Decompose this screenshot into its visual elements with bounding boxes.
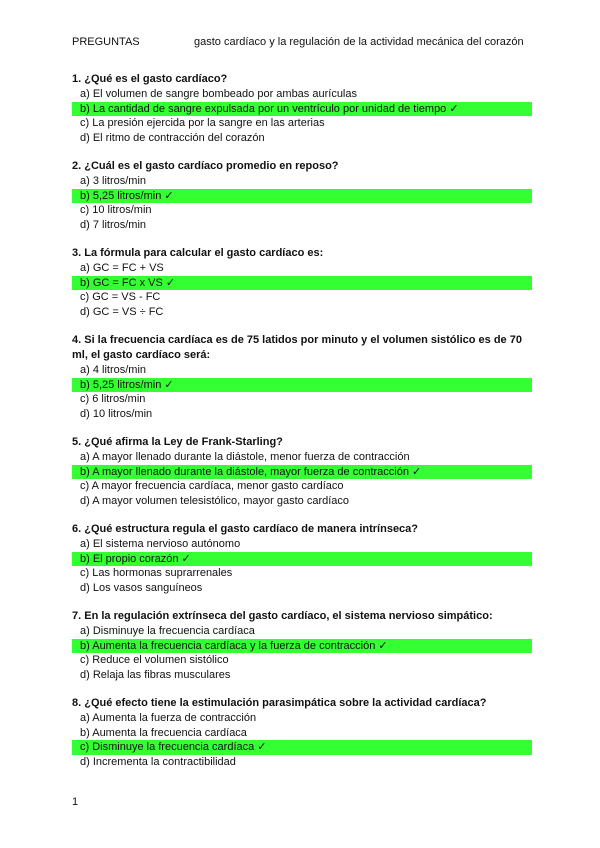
answer-option: a) Disminuye la frecuencia cardíaca (80, 625, 255, 637)
question-title: 5. ¿Qué afirma la Ley de Frank-Starling? (72, 436, 283, 448)
answer-option-correct: b) La cantidad de sangre expulsada por un ventrículo por unidad de tiempo ✓ (72, 102, 532, 117)
answer-option-correct: b) Aumenta la frecuencia cardíaca y la fuerza de contracción ✓ (72, 639, 532, 654)
answer-option-correct: b) 5,25 litros/min ✓ (72, 378, 532, 393)
answer-option: d) 10 litros/min (80, 407, 153, 420)
answer-option: c) 6 litros/min (80, 393, 146, 405)
page-number: 1 (72, 796, 79, 808)
answer-option: d) El ritmo de contracción del corazón (80, 131, 265, 144)
answer-option: a) 4 litros/min (80, 364, 147, 376)
question-block (72, 522, 532, 595)
question-block (72, 435, 532, 508)
question-title: 1. ¿Qué es el gasto cardíaco? (72, 73, 228, 85)
header-title: gasto cardíaco y la regulación de la actividad mecánica del corazón (194, 36, 524, 48)
question-block (72, 696, 532, 769)
question-title: 4. Si la frecuencia cardíaca es de 75 latidos por minuto y el volumen sistólico es de 70 ml, el gasto cardíaco será: (72, 334, 522, 361)
answer-option: a) El volumen de sangre bombeado por ambas aurículas (80, 88, 357, 100)
answer-option: d) Incrementa la contractibilidad (80, 755, 236, 768)
answer-option: d) 7 litros/min (80, 218, 147, 231)
answer-option: a) El sistema nervioso autónomo (80, 538, 241, 550)
answer-option: a) GC = FC + VS (80, 262, 164, 274)
question-block (72, 159, 532, 232)
answer-option: d) GC = VS ÷ FC (80, 305, 164, 318)
question-title: 6. ¿Qué estructura regula el gasto cardíaco de manera intrínseca? (72, 523, 419, 535)
answer-option: a) A mayor llenado durante la diástole, menor fuerza de contracción (80, 451, 410, 463)
question-title: 2. ¿Cuál es el gasto cardíaco promedio en reposo? (72, 160, 339, 172)
answer-option-correct: b) GC = FC x VS ✓ (72, 276, 532, 291)
answer-option: c) A mayor frecuencia cardíaca, menor gasto cardíaco (80, 480, 344, 492)
answer-option: c) La presión ejercida por la sangre en las arterias (80, 117, 325, 129)
question-list (72, 72, 532, 783)
answer-option: d) A mayor volumen telesistólico, mayor gasto cardíaco (80, 494, 350, 507)
answer-option: d) Relaja las fibras musculares (80, 668, 231, 681)
header-label: PREGUNTAS (72, 36, 140, 48)
answer-option-correct: c) Disminuye la frecuencia cardíaca ✓ (72, 740, 532, 755)
question-title: 8. ¿Qué efecto tiene la estimulación parasimpática sobre la actividad cardíaca? (72, 697, 487, 709)
answer-option: b) Aumenta la frecuencia cardíaca (80, 726, 247, 739)
answer-option: c) Las hormonas suprarrenales (80, 567, 233, 579)
page-header (72, 36, 542, 52)
answer-option: c) Reduce el volumen sistólico (80, 654, 229, 666)
answer-option: c) GC = VS - FC (80, 291, 161, 303)
question-block (72, 333, 532, 421)
question-title: 7. En la regulación extrínseca del gasto cardíaco, el sistema nervioso simpático: (72, 610, 493, 622)
question-block (72, 72, 532, 145)
answer-option-correct: b) El propio corazón ✓ (72, 552, 532, 567)
question-title: 3. La fórmula para calcular el gasto cardíaco es: (72, 247, 324, 259)
question-block (72, 246, 532, 319)
answer-option-correct: b) A mayor llenado durante la diástole, mayor fuerza de contracción ✓ (72, 465, 532, 480)
answer-option-correct: b) 5,25 litros/min ✓ (72, 189, 532, 204)
question-block (72, 609, 532, 682)
answer-option: d) Los vasos sanguíneos (80, 581, 203, 594)
answer-option: a) 3 litros/min (80, 175, 147, 187)
answer-option: c) 10 litros/min (80, 204, 152, 216)
answer-option: a) Aumenta la fuerza de contracción (80, 712, 257, 724)
